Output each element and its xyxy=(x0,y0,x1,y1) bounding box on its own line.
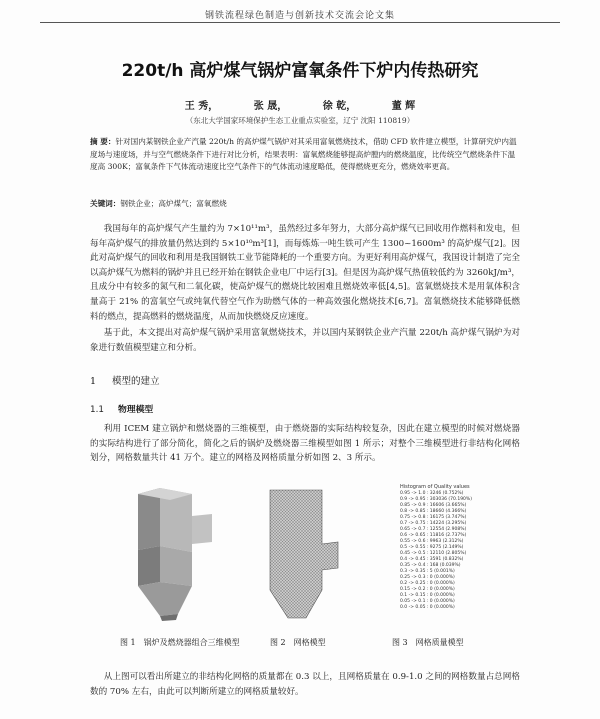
subsection-title: 物理模型 xyxy=(118,405,154,415)
histogram-row: 0.35 -> 0.4 : 168 (0.039%) xyxy=(400,563,461,568)
abstract-label: 摘 要： xyxy=(90,137,116,146)
histogram-row: 0.6 -> 0.65 : 11816 (2.737%) xyxy=(400,533,467,538)
affiliation: （东北大学国家环境保护生态工业重点实验室，辽宁 沈阳 110819） xyxy=(185,116,415,125)
histogram-row: 0.5 -> 0.55 : 9275 (2.149%) xyxy=(400,545,464,550)
burner-block xyxy=(192,514,212,544)
histogram-row: 0.75 -> 0.8 : 16175 (3.747%) xyxy=(400,515,467,520)
histogram-row: 0.25 -> 0.3 : 0 (0.000%) xyxy=(400,575,455,580)
figure-mesh-quality-histogram xyxy=(400,484,500,624)
keywords xyxy=(90,198,520,209)
author-list xyxy=(0,97,600,112)
histogram-row: 0.2 -> 0.25 : 0 (0.000%) xyxy=(400,581,455,586)
histogram-row: 0.4 -> 0.45 : 3591 (0.832%) xyxy=(400,557,464,562)
keywords-text: 钢铁企业；高炉煤气；富氧燃烧 xyxy=(120,199,227,208)
abstract xyxy=(90,136,520,174)
author: 徐 乾， xyxy=(322,101,357,112)
author: 董 辉 xyxy=(391,101,416,112)
section-number: 1 xyxy=(90,376,97,387)
histogram-row: 0.95 -> 1.0 : 3246 (0.752%) xyxy=(400,491,464,496)
keywords-label: 关键词： xyxy=(90,199,121,208)
figure-caption xyxy=(392,637,464,648)
section-title: 模型的建立 xyxy=(112,376,160,387)
histogram-row: 0.85 -> 0.9 : 16606 (3.665%) xyxy=(400,503,467,508)
histogram-row: 0.9 -> 0.95 : 303036 (70.190%) xyxy=(400,497,472,502)
figure-number: 图 1 xyxy=(120,638,136,647)
abstract-text: 针对国内某钢铁企业产汽量 220t/h 的高炉煤气锅炉对其采用富氧燃烧技术，借助 CFD 软件建立模型，计算研究炉内温度场与速度场，并与空气燃烧条件下进行对比分析，结果表明：富氧燃烧能够提高炉膛内的燃烧温度，比传统空气燃烧条件下温度高 300K；富氧条件下气体流动速度比空气条件下的气体流动速度略低，使得燃烧更充分，燃烧效率更高。 xyxy=(90,137,517,171)
histogram-title: Histogram of Quality values xyxy=(400,484,470,490)
figure-boiler-3d-model xyxy=(130,486,220,624)
boiler-lower-left-face xyxy=(138,546,160,586)
subsection-heading xyxy=(90,402,153,415)
section-heading xyxy=(90,373,160,387)
histogram-row: 0.8 -> 0.85 : 18660 (4.366%) xyxy=(400,509,467,514)
author: 张 晟， xyxy=(253,101,288,112)
histogram-row: 0.55 -> 0.6 : 9963 (2.312%) xyxy=(400,539,464,544)
running-header: 钢铁流程绿色制造与创新技术交流会论文集 xyxy=(204,11,395,21)
histogram-row: 0.0 -> 0.05 : 0 (0.000%) xyxy=(400,605,455,610)
figure-caption-text: 网格质量模型 xyxy=(415,638,464,647)
boiler-hopper xyxy=(138,582,192,616)
paragraph-text: 从上图可以看出所建立的非结构化网格的质量都在 0.3 以上，且网格质量在 0.9-1.0 之间的网格数量占总网格数的 70% 左右，由此可以判断所建立的网格质量较好。 xyxy=(90,672,520,697)
figure-caption-text: 锅炉及燃烧器组合三维模型 xyxy=(143,638,240,647)
figure-number: 图 3 xyxy=(392,638,408,647)
histogram-row: 0.05 -> 0.1 : 0 (0.000%) xyxy=(400,599,455,604)
figure-caption-text: 网格模型 xyxy=(293,638,326,647)
figure-mesh-model xyxy=(260,486,350,624)
histogram-row: 0.1 -> 0.15 : 0 (0.000%) xyxy=(400,593,455,598)
histogram-row: 0.15 -> 0.2 : 0 (0.000%) xyxy=(400,587,455,592)
mesh-outline xyxy=(270,490,338,618)
figure-caption xyxy=(270,637,326,648)
histogram-row: 0.65 -> 0.7 : 12554 (2.908%) xyxy=(400,527,467,532)
paragraph-text: 基于此，本文提出对高炉煤气锅炉采用富氧燃烧技术，并以国内某钢铁企业产汽量 220t/h 高炉煤气锅炉为对象进行数值模型建立和分析。 xyxy=(90,328,520,353)
figure-number: 图 2 xyxy=(270,638,286,647)
paper-title: 220t/h 高炉煤气锅炉富氧条件下炉内传热研究 xyxy=(121,61,479,81)
figure-caption xyxy=(120,637,240,648)
author: 王 秀， xyxy=(184,101,219,112)
histogram-row: 0.7 -> 0.75 : 14224 (3.295%) xyxy=(400,521,467,526)
header-rule xyxy=(40,22,560,23)
body-paragraph xyxy=(90,222,520,324)
histogram-row: 0.45 -> 0.5 : 12110 (2.805%) xyxy=(400,551,467,556)
histogram-row: 0.3 -> 0.35 : 5 (0.001%) xyxy=(400,569,455,574)
body-paragraph xyxy=(90,326,520,355)
body-paragraph xyxy=(90,422,520,466)
boiler-lower-front-face xyxy=(160,546,192,586)
body-paragraph xyxy=(90,670,520,699)
subsection-number: 1.1 xyxy=(90,405,104,415)
paragraph-text: 我国每年的高炉煤气产生量约为 7×10¹¹m³，虽然经过多年努力，大部分高炉煤气已回收用作燃料和发电，但每年高炉煤气的排放量仍然达到约 5×10¹⁰m³[1]，而每炼炼一吨生铁可产生 1300~1600m³ 的高炉煤气[2]。因此对高炉煤气的回收和利用是我国钢铁工业节能降耗的一个重要方向。为更好利用高炉煤气，我国设计制造了完全以高炉煤气为燃料的锅炉并且已经开始在钢铁企业电厂中运行[3]。但是因为高炉煤气热值较低约为 3260kJ/m³，且成分中有较多的氮气和二氧化碳，使高炉煤气的燃烧比较困难且燃烧效率低[4,5]。富氧燃烧技术是用氧体积含量高于 21% 的富氧空气或纯氧代替空气作为助燃气体的一种高效强化燃烧技术[6,7]。富氧燃烧技术能够降低燃料的燃点，提高燃料的燃烧温度，从而加快燃烧反应速度。 xyxy=(90,224,520,322)
paragraph-text: 利用 ICEM 建立锅炉和燃烧器的三维模型，由于燃烧器的实际结构较复杂，因此在建立模型的时候对燃烧器的实际结构进行了部分简化，简化之后的锅炉及燃烧器三维模型如图 1 所示；对整个三维模型进行非结构化网格划分，网格数量共计 41 万个。建立的网格及网格质量分析如图 2、3 所示。 xyxy=(90,424,520,464)
